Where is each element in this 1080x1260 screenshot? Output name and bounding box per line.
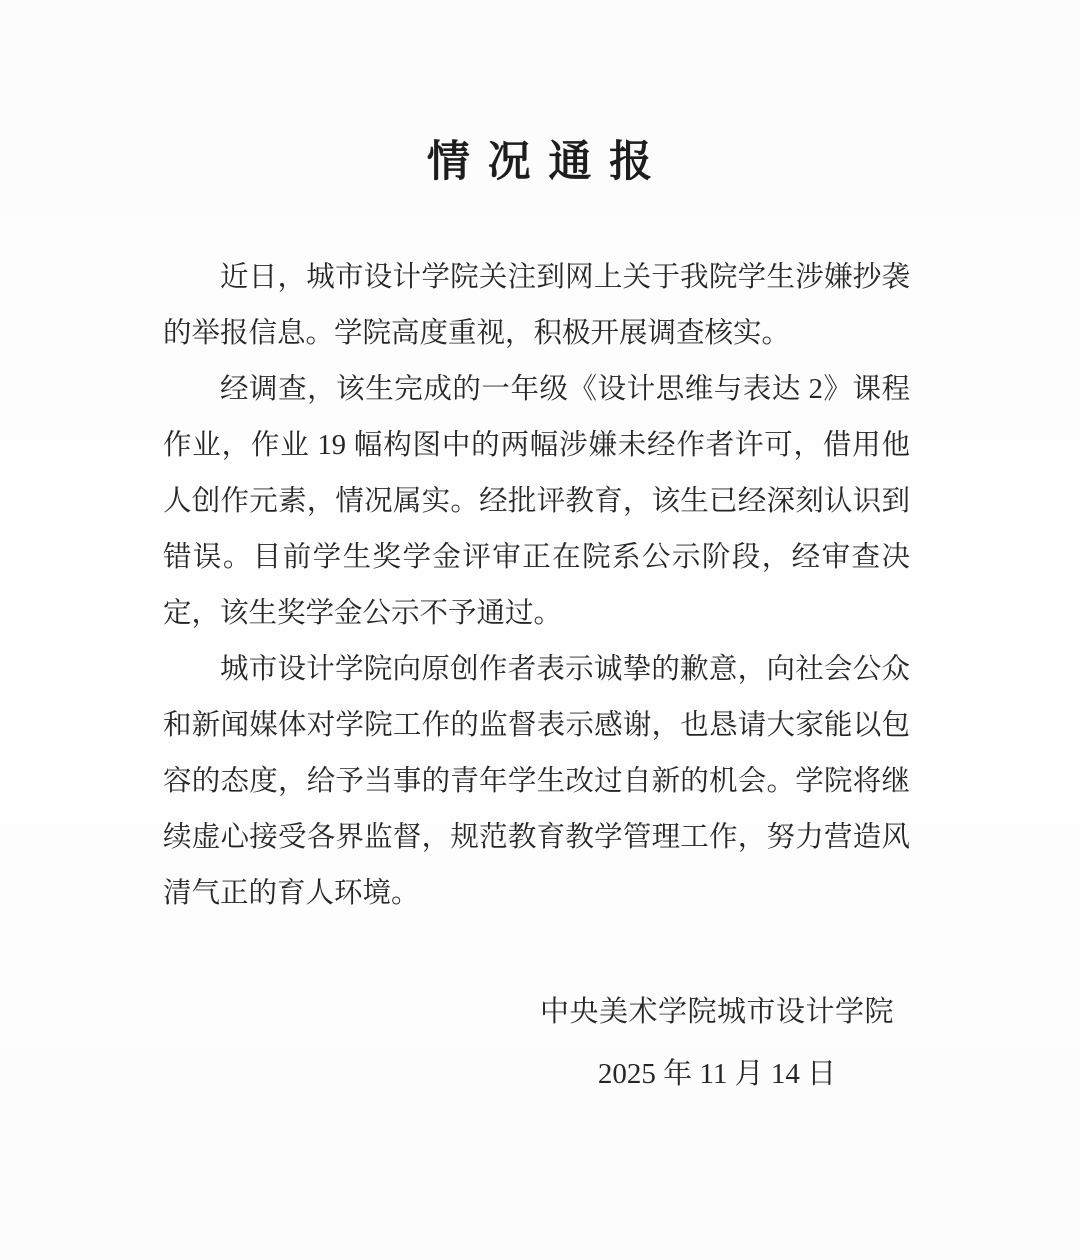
notice-title: 情 况 通 报 [426,139,654,186]
notice-signature: 中央美术学院城市设计学院 [539,996,894,1028]
notice-paragraph-3: 城市设计学院向原创作者表示诚挚的歉意，向社会公众和新闻媒体对学院工作的监督表示感谢，也恳请大家能以包容的态度，给予当事的青年学生改过自新的机会。学院将继续虚心接受各界监督，规范教育教学管理工作，努力营造风清气正的育人环境。 [163,654,910,909]
notice-paragraph-2: 经调查，该生完成的一年级《设计思维与表达 2》课程作业，作业 19 幅构图中的两幅涉嫌未经作者许可，借用他人创作元素，情况属实。经批评教育，该生已经深刻认识到错误。目前学生奖学金评审正在院系公示阶段，经审查决定，该生奖学金公示不予通过。 [163,374,910,629]
notice-date: 2025 年 11 月 14 日 [597,1058,837,1090]
notice-signoff [540,981,894,1105]
notice-paragraph-1: 近日，城市设计学院关注到网上关于我院学生涉嫌抄袭的举报信息。学院高度重视，积极开展调查核实。 [163,262,910,349]
notice-body [163,250,910,922]
